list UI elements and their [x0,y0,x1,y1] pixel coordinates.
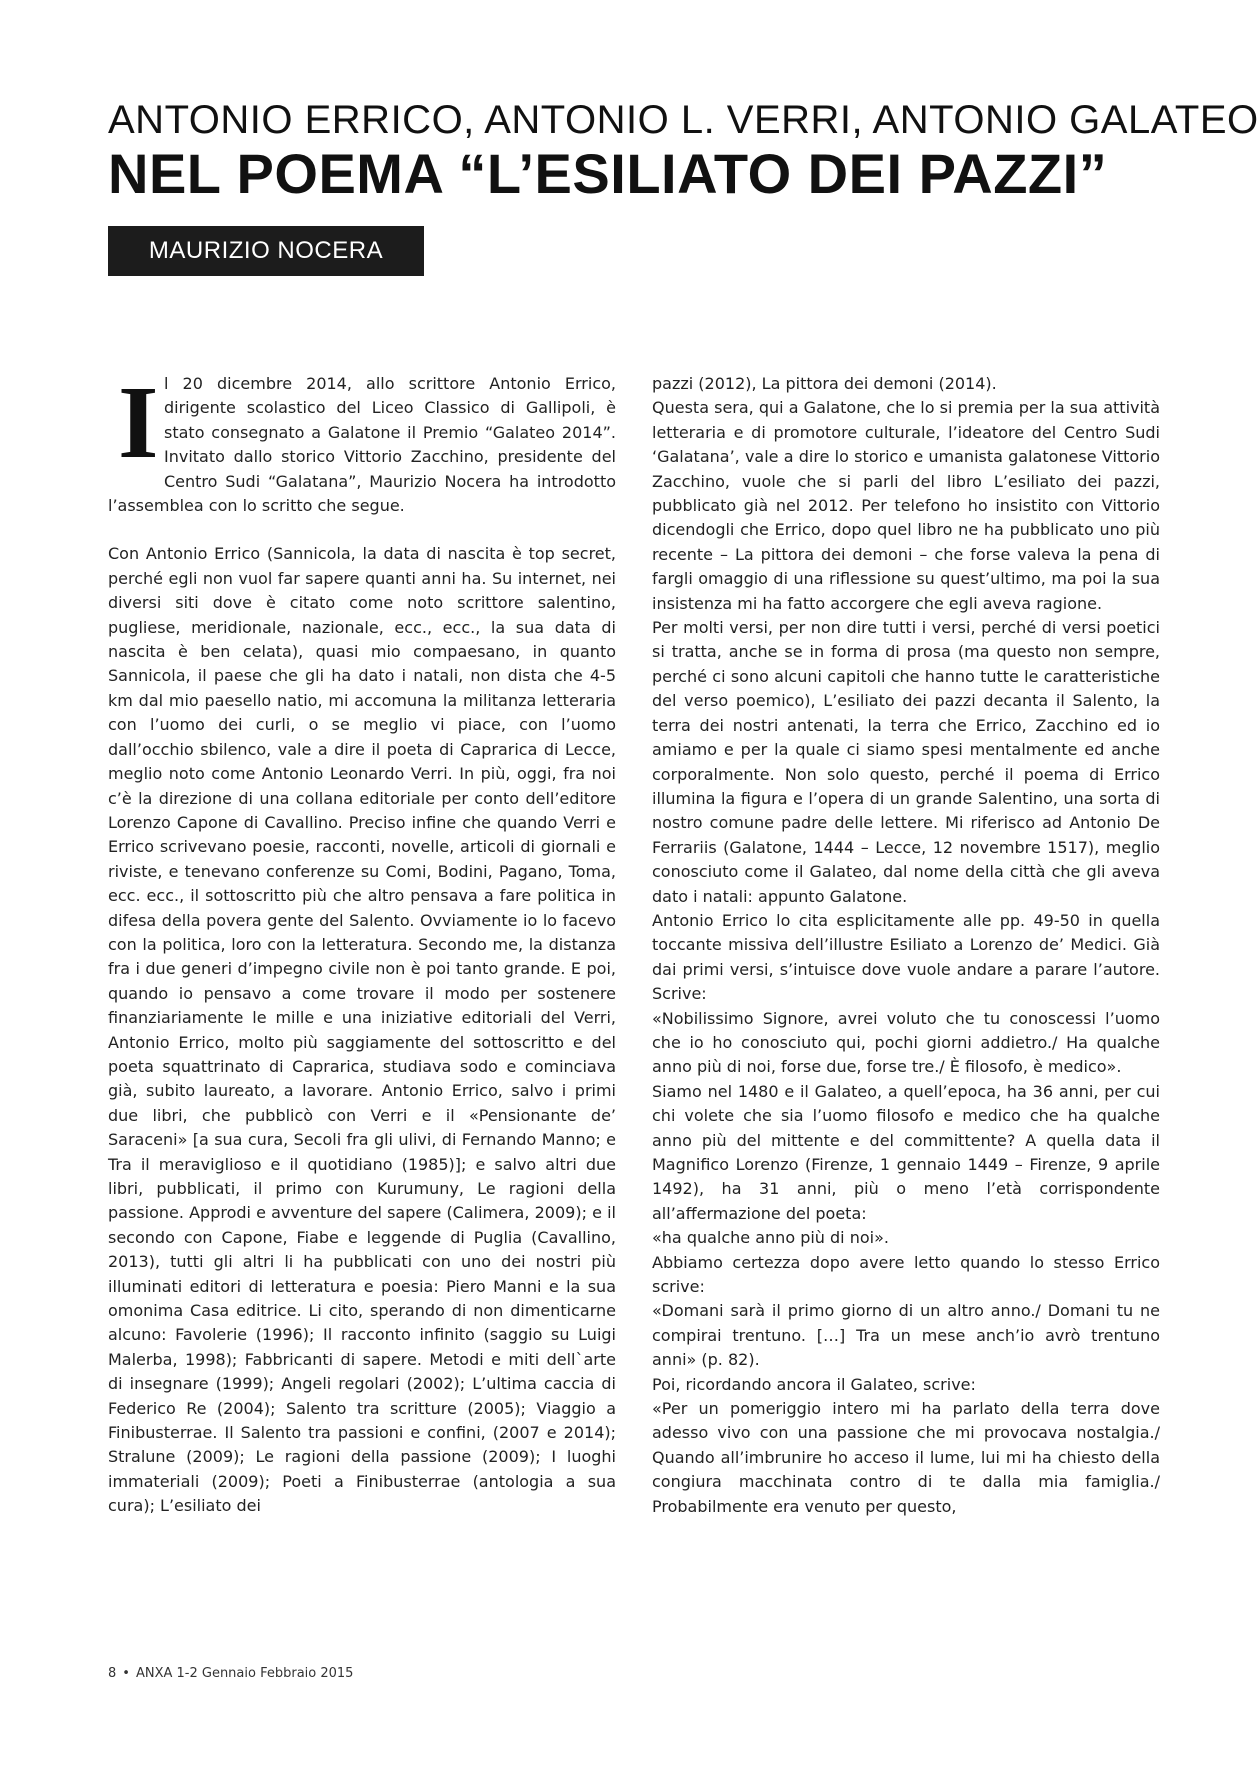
article-title: NEL POEMA “L’ESILIATO DEI PAZZI” [108,142,1108,205]
author-name: MAURIZIO NOCERA [148,237,384,264]
right-column [652,372,1160,1519]
body-paragraph: pazzi (2012), La pittora dei demoni (2014). [652,374,997,393]
quote-paragraph: «Domani sarà il primo giorno di un altro anno./ Domani tu ne compirai trentuno. […] Tra un mese anch’io avrò trentuno anni» (p. 82). [652,1301,1160,1370]
page-footer [108,1666,353,1681]
left-column [108,365,616,1519]
intro-text: l 20 dicembre 2014, allo scrittore Antonio Errico, dirigente scolastico del Liceo Classico di Gallipoli, è stato consegnato a Galatone il Premio “Galateo 2014”. Invitato dallo storico Vittorio Zacchino, presidente del Centro Sudi “Galatana”, Maurizio Nocera ha introdotto l’assemblea con lo scritto che segue. [108,374,616,516]
author-badge [108,226,424,276]
body-paragraph: Con Antonio Errico (Sannicola, la data di nascita è top secret, perché egli non vuol far sapere quanti anni ha. Su internet, nei diversi siti dove è citato come noto scrittore salentino, pugliese, meridionale, nazionale, ecc., ecc., la sua data di nascita è ben celata), quasi mio compaesano, in quanto Sannicola, il paese che gli ha dato i natali, non dista che 4-5 km dal mio paesello natio, mi accomuna la militanza letteraria con l’uomo dei curli, o se meglio vi piace, con l’uomo dall’occhio sbilenco, vale a dire il poeta di Caprarica di Lecce, meglio noto come Antonio Leonardo Verri. In più, oggi, fra noi c’è la direzione di una collana editoriale per conto dell’editore Lorenzo Capone di Cavallino. Preciso infine che quando Verri e Errico scrivevano poesie, racconti, novelle, articoli di giornali e riviste, e tenevano conferenze su Comi, Bodini, Pagano, Toma, ecc. ecc., il sottoscritto più che altro pensava a fare politica in difesa della povera gente del Salento. Ovviamente io lo facevo con la politica, loro con la letteratura. Secondo me, la distanza fra i due generi d’impegno civile non è poi tanto grande. E poi, quando io pensavo a come trovare il modo per sostenere finanziariamente le mille e una iniziative editoriali del Verri, Antonio Errico, molto più saggiamente del sottoscritto e del poeta squattrinato di Caprarica, studiava sodo e cominciava già, subito laureato, a lavorare. Antonio Errico, salvo i primi due libri, che pubblicò con Verri e il «Pensionante de’ Saraceni» [a sua cura, Secoli fra gli ulivi, di Fernando Manno; e Tra il meraviglioso e il quotidiano (1985)]; e salvo altri due libri, pubblicati, il primo con Kurumuny, Le ragioni della passione. Approdi e avventure del sapere (Calimera, 2009); e il secondo con Capone, Fiabe e leggende di Puglia (Cavallino, 2013), tutti gli altri li ha pubblicati con uno dei nostri più illuminati editori di letteratura e poesia: Piero Manni e la sua omonima Casa editrice. Li cito, sperando di non dimenticarne alcuno: Favolerie (1996); Il racconto infinito (saggio su Luigi Malerba, 1998); Fabbricanti di sapere. Metodi e miti dell`arte di insegnare (1999); Angeli regolari (2002); L’ultima caccia di Federico Re (2004); Salento tra scritture (2005); Viaggio a Finibusterrae. Il Salento tra passioni e confini, (2007 e 2014); Stralune (2009); Le ragioni della passione (2009); I luoghi immateriali (2009); Poeti a Finibusterrae (antologia a sua cura); L’esiliato dei [108,544,616,1516]
quote-paragraph: «Nobilissimo Signore, avrei voluto che tu conoscessi l’uomo che io ho conosciuto qui, pochi giorni addietro./ Ha qualche anno più di noi, forse due, forse tre./ È filosofo, è medico». [652,1008,1160,1077]
issue-info: ANXA 1-2 Gennaio Febbraio 2015 [135,1666,354,1681]
article-header [108,96,1259,205]
body-paragraph: Poi, ricordando ancora il Galateo, scrive: [652,1374,976,1394]
quote-paragraph: «Per un pomeriggio intero mi ha parlato della terra dove adesso vivo con una passione che mi provocava nostalgia./ Quando all’imbrunire ho acceso il lume, lui mi ha chiesto della congiura macchinata contro di te dalla mia famiglia./ Probabilmente era venuto per questo, [652,1399,1160,1516]
quote-paragraph: «ha qualche anno più di noi». [652,1228,889,1248]
article-kicker: ANTONIO ERRICO, ANTONIO L. VERRI, ANTONIO GALATEO [108,98,1259,142]
body-paragraph: Siamo nel 1480 e il Galateo, a quell’epoca, ha 36 anni, per cui chi volete che sia l’uomo filosofo e medico che ha qualche anno più del mittente e del committente? A quella data il Magnifico Lorenzo (Firenze, 1 gennaio 1449 – Firenze, 9 aprile 1492), ha 31 anni, più o meno l’età corrispondente all’affermazione del poeta: [652,1081,1160,1223]
body-paragraph: Abbiamo certezza dopo avere letto quando lo stesso Errico scrive: [652,1252,1160,1297]
body-paragraph: Per molti versi, per non dire tutti i versi, perché di versi poetici si tratta, anche se in forma di prosa (ma questo non sempre, perché ci sono alcuni capitoli che hanno tutte le caratteristiche del verso poemico), L’esiliato dei pazzi decanta il Salento, la terra dei nostri antenati, la terra che Errico, Zacchino ed io amiamo e per la quale ci siamo spesi mentalmente ed anche corporalmente. Non solo questo, perché il poema di Errico illumina la figura e l’opera di un grande Salentino, una sorta di nostro comune padre delle lettere. Mi riferisco ad Antonio De Ferrariis (Galatone, 1444 – Lecce, 12 novembre 1517), meglio conosciuto come il Galateo, dal nome della città che gli aveva dato i natali: appunto Galatone. [652,618,1160,906]
intro-paragraph [108,365,616,518]
footer-bullet: • [122,1666,130,1681]
page-number: 8 [108,1666,117,1681]
body-paragraph: Questa sera, qui a Galatone, che lo si premia per la sua attività letteraria e di promotore culturale, l’ideatore del Centro Sudi ‘Galatana’, vale a dire lo storico e umanista galatonese Vittorio Zacchino, vuole che si parli del libro L’esiliato dei pazzi, pubblicato già nel 2012. Per telefono ho insistito con Vittorio dicendogli che Errico, dopo quel libro ne ha pubblicato uno più recente – La pittora dei demoni – che forse valeva la pena di fargli omaggio di una riflessione su quest’ultimo, ma poi la sua insistenza mi ha fatto accorgere che egli aveva ragione. [652,398,1160,613]
drop-cap: I [118,365,159,480]
body-paragraph: Antonio Errico lo cita esplicitamente alle pp. 49-50 in quella toccante missiva dell’illustre Esiliato a Lorenzo de’ Medici. Già dai primi versi, s’intuisce dove vuole andare a parare l’autore. Scrive: [652,910,1160,1004]
